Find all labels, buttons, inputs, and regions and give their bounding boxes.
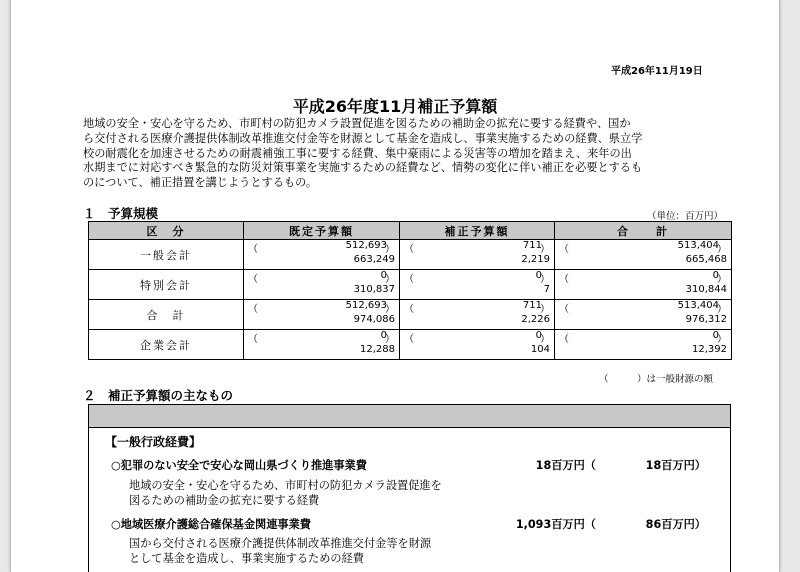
budget-table <box>88 221 732 360</box>
total-value: 7 <box>543 284 550 295</box>
item-description <box>129 478 442 508</box>
section1-heading: １ 予算規模 <box>83 206 159 221</box>
main-items-header-bar <box>89 405 730 428</box>
paren-open: （ <box>559 304 569 315</box>
item-name: ○犯罪のない安全で安心な岡山県づくり推進事業費 <box>111 459 367 472</box>
table-header-row <box>89 222 732 240</box>
row-label: 一般会計 <box>89 240 244 270</box>
general-fund-value: 0 <box>535 330 542 341</box>
table-row <box>89 240 732 270</box>
total-value: 2,219 <box>521 254 550 265</box>
general-fund-value: 711 <box>522 240 542 251</box>
column-header: 区 分 <box>89 222 244 240</box>
amount-cell <box>400 240 555 270</box>
item-general-fund: 86百万円） <box>645 518 706 531</box>
intro-line: ら交付される医療介護提供体制改革推進交付金等を財源として基金を造成し、事業実施するための経費、県立学 <box>83 131 643 145</box>
paren-open: （ <box>248 304 258 315</box>
row-label: 特別会計 <box>89 270 244 300</box>
paren-open: （ <box>248 274 258 285</box>
amount-cell <box>555 240 732 270</box>
general-fund-value: 512,693 <box>345 300 387 311</box>
paren-open: （ <box>248 334 258 345</box>
general-fund-value: 0 <box>712 270 719 281</box>
table-row <box>89 300 732 330</box>
total-value: 104 <box>530 344 550 355</box>
paren-close: ） <box>717 274 727 285</box>
intro-line: 地域の安全・安心を守るため、市町村の防犯カメラ設置促進を図るための補助金の拡充に要する経費や、国か <box>83 117 631 130</box>
document-page <box>10 0 780 572</box>
column-header: 合 計 <box>555 222 732 240</box>
paren-close: ） <box>717 244 727 255</box>
intro-line: 校の耐震化を加速させるための耐震補強工事に要する経費、集中豪雨による災害等の増加を踏まえ、来年の出 <box>83 146 632 160</box>
table-row <box>89 270 732 300</box>
general-fund-value: 513,404 <box>677 240 719 251</box>
table-row <box>89 330 732 360</box>
amount-cell <box>244 300 400 330</box>
description-line: として基金を造成し、事業実施するための経費 <box>129 552 364 565</box>
paren-open: （ <box>559 274 569 285</box>
paren-open: （ <box>404 334 414 345</box>
intro-paragraph <box>83 117 731 191</box>
general-fund-value: 513,404 <box>677 300 719 311</box>
amount-cell <box>400 270 555 300</box>
amount-cell <box>555 270 732 300</box>
paren-close: ） <box>385 334 395 345</box>
item-description <box>129 536 431 566</box>
total-value: 310,844 <box>685 284 727 295</box>
paren-open: （ <box>404 304 414 315</box>
total-value: 2,226 <box>521 314 550 325</box>
paren-close: ） <box>540 244 550 255</box>
amount-cell <box>555 300 732 330</box>
item-general-fund: 18百万円） <box>645 459 706 472</box>
row-label: 企業会計 <box>89 330 244 360</box>
paren-close: ） <box>385 244 395 255</box>
description-line: 国から交付される医療介護提供体制改革推進交付金等を財源 <box>129 537 432 550</box>
item-amount: 1,093百万円（ <box>515 518 596 531</box>
amount-cell <box>244 270 400 300</box>
intro-line: のについて、補正措置を講じようとするもの。 <box>83 176 318 190</box>
paren-open: （ <box>559 334 569 345</box>
total-value: 12,392 <box>692 344 727 355</box>
total-value: 12,288 <box>360 344 395 355</box>
amount-cell <box>555 330 732 360</box>
paren-close: ） <box>717 334 727 345</box>
paren-open: （ <box>404 244 414 255</box>
section2-heading: ２ 補正予算額の主なもの <box>83 388 234 403</box>
total-value: 310,837 <box>353 284 395 295</box>
general-fund-value: 512,693 <box>345 240 387 251</box>
column-header: 補正予算額 <box>400 222 555 240</box>
paren-open: （ <box>248 244 258 255</box>
general-fund-value: 0 <box>535 270 542 281</box>
amount-cell <box>244 240 400 270</box>
general-fund-value: 0 <box>380 330 387 341</box>
paren-close: ） <box>717 304 727 315</box>
description-line: 地域の安全・安心を守るため、市町村の防犯カメラ設置促進を <box>129 479 442 492</box>
total-value: 665,468 <box>685 254 727 265</box>
category-label: 【一般行政経費】 <box>105 435 202 449</box>
general-fund-note: （ ）は一般財源の額 <box>599 374 714 385</box>
amount-cell <box>244 330 400 360</box>
document-title: 平成26年度11月補正予算額 <box>292 97 498 116</box>
paren-close: ） <box>385 304 395 315</box>
row-label: 合 計 <box>89 300 244 330</box>
column-header: 既定予算額 <box>244 222 400 240</box>
general-fund-value: 0 <box>712 330 719 341</box>
intro-line: 水期までに対応すべき緊急的な防災対策事業を実施するための経費など、情勢の変化に伴い補正を必要とするも <box>83 161 643 175</box>
amount-cell <box>400 300 555 330</box>
unit-label: （単位：百万円） <box>647 211 724 222</box>
paren-close: ） <box>385 274 395 285</box>
total-value: 974,086 <box>353 314 395 325</box>
item-amount: 18百万円（ <box>535 459 596 472</box>
paren-close: ） <box>540 334 550 345</box>
amount-cell <box>400 330 555 360</box>
total-value: 976,312 <box>685 314 727 325</box>
description-line: 図るための補助金の拡充に要する経費 <box>129 494 320 507</box>
general-fund-value: 711 <box>522 300 542 311</box>
document-date: 平成26年11月19日 <box>611 66 703 77</box>
general-fund-value: 0 <box>380 270 387 281</box>
paren-close: ） <box>540 304 550 315</box>
main-items-box <box>88 404 731 572</box>
item-name: ○地域医療介護総合確保基金関連事業費 <box>111 518 311 531</box>
paren-open: （ <box>559 244 569 255</box>
total-value: 663,249 <box>353 254 395 265</box>
paren-close: ） <box>540 274 550 285</box>
paren-open: （ <box>404 274 414 285</box>
